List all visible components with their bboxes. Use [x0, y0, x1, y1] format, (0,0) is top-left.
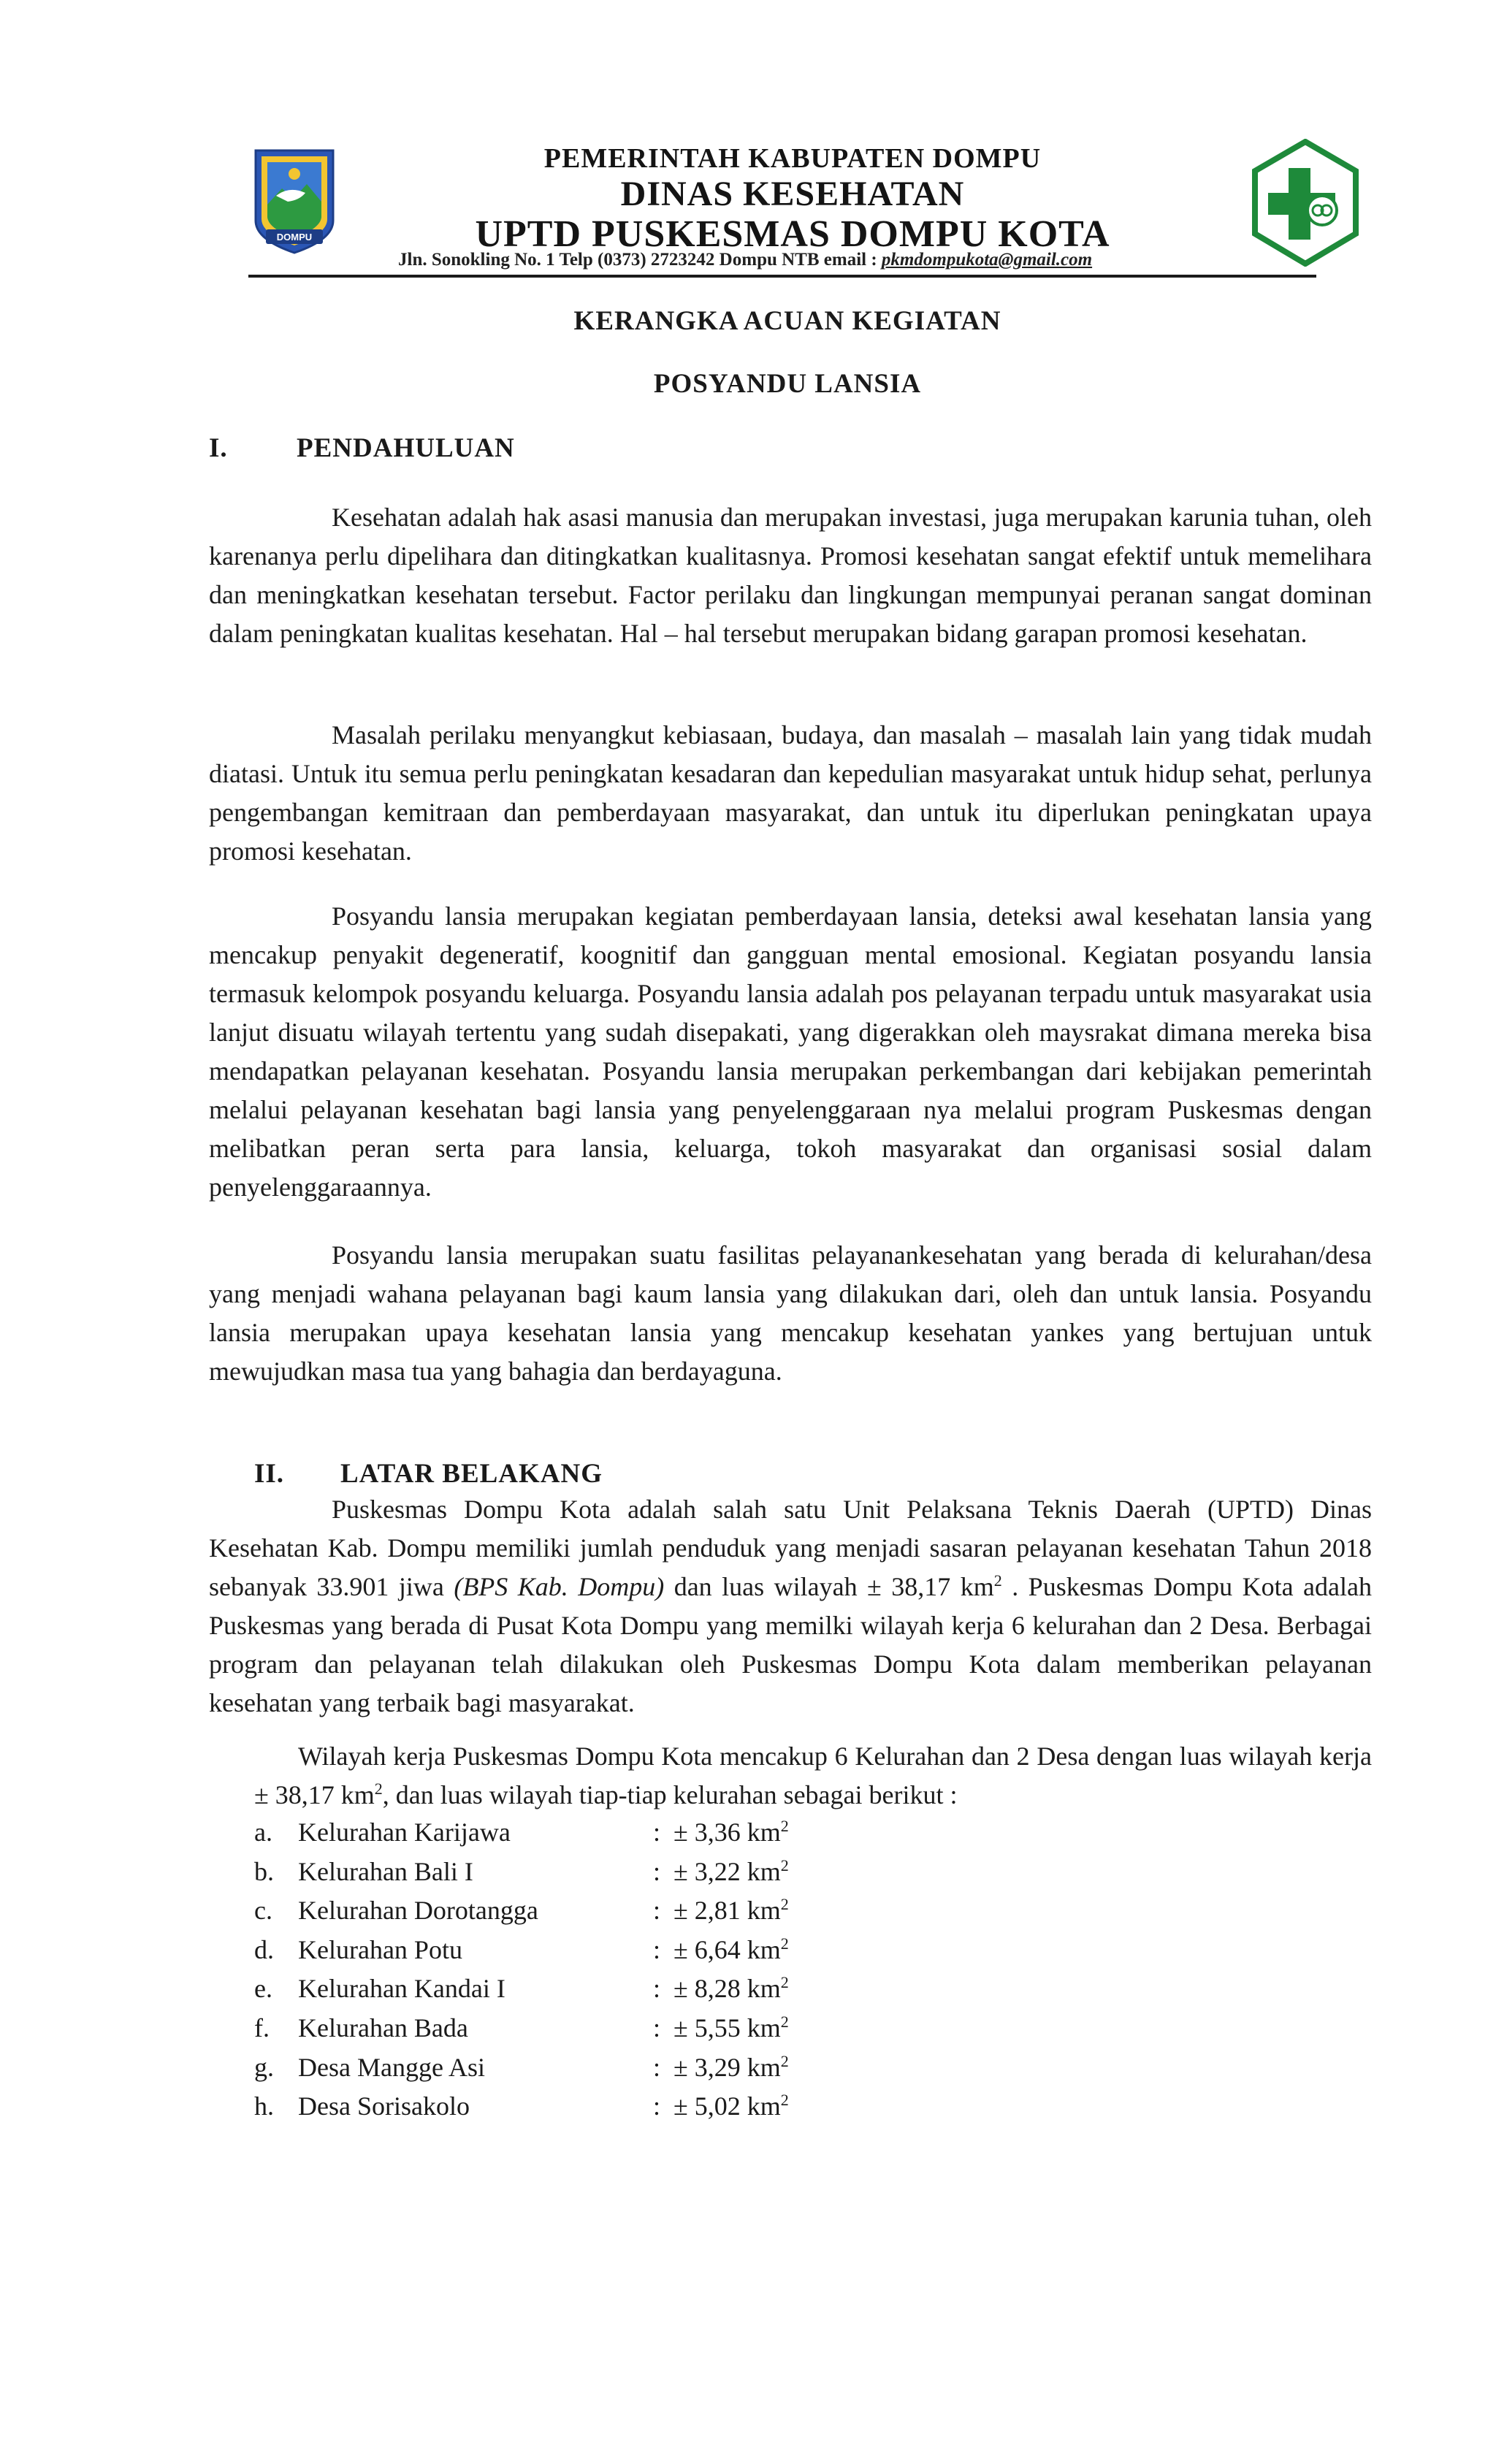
area-name: Kelurahan Dorotangga	[298, 1896, 538, 1926]
area-name: Kelurahan Potu	[298, 1934, 462, 1964]
list-marker: a.	[254, 1818, 272, 1847]
section-1-paragraph: Kesehatan adalah hak asasi manusia dan merupakan investasi, juga merupakan karunia tuhan, oleh karenanya perlu dipelihara dan ditingkatkan kualitasnya. Promosi kesehatan sangat efektif untuk memelihara dan meningkatkan kesehatan tersebut. Factor perilaku dan lingkungan mempunyai peranan sangat dominan dalam peningkatan kualitas kesehatan. Hal – hal tersebut merupakan bidang garapan promosi kesehatan.	[209, 503, 1372, 648]
area-name: Kelurahan Bali I	[298, 1856, 473, 1886]
section-1-paragraph: Posyandu lansia merupakan kegiatan pemberdayaan lansia, deteksi awal kesehatan lansia yang mencakup penyakit degeneratif, koognitif dan gangguan mental emosional. Kegiatan posyandu lansia termasuk kelompok posyandu keluarga. Posyandu lansia adalah pos pelayanan terpadu untuk masyarakat usia lanjut disuatu wilayah tertentu yang sudah disepakati, yang digerakkan oleh maysrakat dimana mereka bisa mendapatkan pelayanan kesehatan. Posyandu lansia merupakan perkembangan dari kebijakan pemerintah melalui pelayanan kesehatan bagi lansia yang penyelenggaraan nya melalui program Puskesmas dengan melibatkan peran serta para lansia, keluarga, tokoh masyarakat dan organisasi sosial dalam penyelenggaraannya.	[209, 901, 1372, 1202]
section-1-paragraph: Masalah perilaku menyangkut kebiasaan, budaya, dan masalah – masalah lain yang tidak mudah diatasi. Untuk itu semua perlu peningkatan kesadaran dan kepedulian masyarakat untuk hidup sehat, perlunya pengembangan kemitraan dan pemberdayaan masyarakat, dan untuk itu diperlukan peningkatan upaya promosi kesehatan.	[209, 720, 1372, 866]
list-item	[254, 1891, 789, 1931]
area-name: Desa Sorisakolo	[298, 2091, 470, 2121]
list-item	[254, 2009, 789, 2048]
section-2-number: II.	[254, 1459, 285, 1489]
section-1-paragraph: Posyandu lansia merupakan suatu fasilitas pelayanankesehatan yang berada di kelurahan/desa yang menjadi wahana pelayanan bagi kaum lansia yang dilakukan dari, oleh dan untuk lansia. Posyandu lansia merupakan upaya kesehatan lansia yang mencakup kesehatan yankes yang bertujuan untuk mewujudkan masa tua yang bahagia dan berdayaguna.	[209, 1240, 1372, 1386]
list-marker: g.	[254, 2052, 274, 2082]
area-value: ± 3,36 km	[673, 1818, 781, 1847]
list-marker: f.	[254, 2013, 270, 2042]
email-link[interactable]: pkmdompukota@gmail.com	[881, 250, 1093, 270]
text-run: Puskesmas Dompu Kota adalah salah satu Unit Pelaksana Teknis Daerah (UPTD) Dinas Kesehatan Kab. Dompu memiliki jumlah penduduk yang menjadi sasaran pelayanan kesehatan Tahun 2018 sebanyak 33.901 jiwa	[209, 1495, 1372, 1601]
section-2-paragraph	[209, 1490, 1372, 1723]
source-citation: (BPS Kab. Dompu)	[454, 1572, 665, 1601]
list-item	[254, 2087, 789, 2127]
superscript: 2	[780, 1895, 789, 1914]
superscript: 2	[993, 1571, 1002, 1590]
area-list	[254, 1813, 789, 2127]
area-name: Kelurahan Bada	[298, 2013, 468, 2042]
letterhead	[248, 131, 1359, 278]
superscript: 2	[780, 1855, 789, 1874]
separator: :	[653, 2013, 661, 2042]
area-value: ± 8,28 km	[673, 1974, 781, 2004]
area-value: ± 5,55 km	[673, 2013, 781, 2042]
list-item	[254, 1969, 789, 2009]
area-name: Desa Mangge Asi	[298, 2052, 485, 2082]
text-run: . Puskesmas Dompu Kota adalah Puskesmas yang berada di Pusat Kota Dompu yang memilki wilayah kerja 6 kelurahan dan 2 Desa. Berbagai program dan pelayanan telah dilakukan oleh Puskesmas Dompu Kota dalam memberikan pelayanan kesehatan yang terbaik bagi masyarakat.	[209, 1572, 1372, 1717]
text-run: dan luas wilayah ± 38,17 km	[664, 1572, 994, 1601]
separator: :	[653, 1896, 661, 1926]
letterhead-address	[398, 250, 1092, 270]
letterhead-rule	[248, 275, 1316, 278]
separator: :	[653, 2091, 661, 2121]
letterhead-government: PEMERINTAH KABUPATEN DOMPU	[543, 143, 1042, 174]
list-item	[254, 1853, 789, 1892]
list-marker: h.	[254, 2091, 274, 2121]
area-value: ± 3,29 km	[673, 2052, 781, 2082]
superscript: 2	[780, 1817, 789, 1835]
list-item	[254, 1813, 789, 1853]
area-value: ± 6,64 km	[673, 1934, 781, 1964]
text-run: Wilayah kerja Puskesmas Dompu Kota mencakup 6 Kelurahan dan 2 Desa dengan luas wilayah kerja ± 38,17 km	[254, 1742, 1372, 1809]
letterhead-department: DINAS KESEHATAN	[620, 175, 965, 213]
list-marker: d.	[254, 1934, 274, 1964]
separator: :	[653, 2052, 661, 2082]
text-run: , dan luas wilayah tiap-tiap kelurahan sebagai berikut :	[382, 1780, 958, 1809]
area-value: ± 3,22 km	[673, 1856, 781, 1886]
area-name: Kelurahan Karijawa	[298, 1818, 511, 1847]
superscript: 2	[780, 1973, 789, 1992]
separator: :	[653, 1856, 661, 1886]
separator: :	[653, 1974, 661, 2004]
separator: :	[653, 1818, 661, 1847]
section-2-title: LATAR BELAKANG	[340, 1459, 603, 1489]
section-2-paragraph	[254, 1737, 1372, 1815]
list-marker: b.	[254, 1856, 274, 1886]
address-text: Jln. Sonokling No. 1 Telp (0373) 2723242 Dompu NTB email :	[398, 250, 882, 270]
superscript: 2	[374, 1780, 383, 1798]
superscript: 2	[780, 1934, 789, 1953]
document-title: KERANGKA ACUAN KEGIATAN	[573, 306, 1001, 336]
area-value: ± 2,81 km	[673, 1896, 781, 1926]
superscript: 2	[780, 2091, 789, 2110]
dompu-regency-emblem-icon	[251, 148, 337, 256]
separator: :	[653, 1934, 661, 1964]
letterhead-institution: UPTD PUSKESMAS DOMPU KOTA	[475, 213, 1110, 255]
area-name: Kelurahan Kandai I	[298, 1974, 505, 2004]
section-1-title: PENDAHULUAN	[297, 433, 515, 463]
section-1-heading	[209, 432, 515, 464]
document-subtitle: POSYANDU LANSIA	[653, 369, 922, 399]
section-2-heading	[254, 1458, 603, 1490]
puskesmas-cross-logo-icon	[1251, 139, 1360, 267]
superscript: 2	[780, 2051, 789, 2070]
list-marker: c.	[254, 1896, 272, 1926]
list-item	[254, 2048, 789, 2088]
emblem-label: DOMPU	[276, 232, 313, 243]
section-1-number: I.	[209, 433, 228, 463]
list-item	[254, 1931, 789, 1970]
list-marker: e.	[254, 1974, 272, 2004]
superscript: 2	[780, 2012, 789, 2031]
letterhead-text	[351, 131, 1234, 256]
area-value: ± 5,02 km	[673, 2091, 781, 2121]
